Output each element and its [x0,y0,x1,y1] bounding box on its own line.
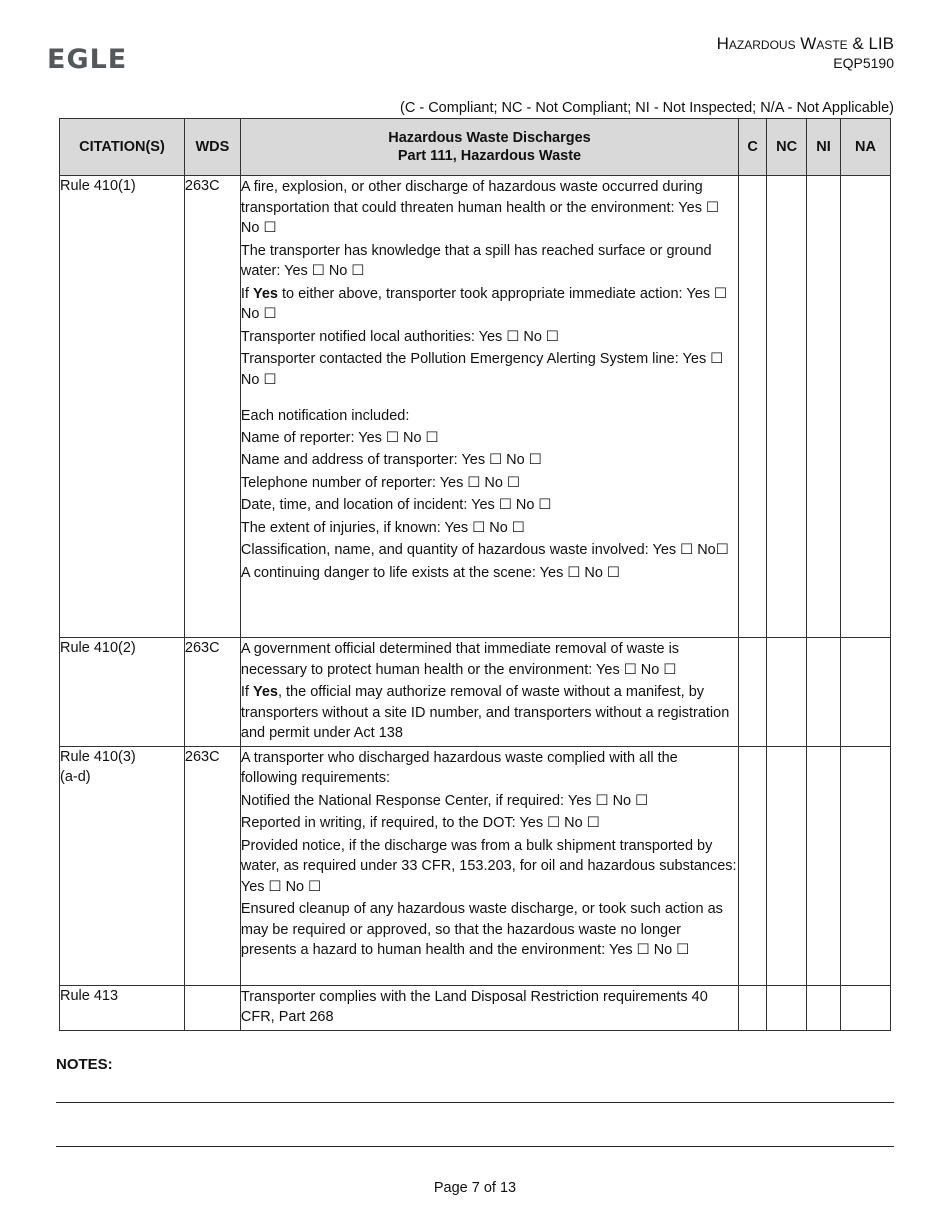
notes-line[interactable] [56,1146,894,1147]
requirement-line: Ensured cleanup of any hazardous waste discharge, or took such action as may be required or approved, so that the hazardous waste no longer presents a hazard to human health and the environment: Yes ☐ No ☐ [240,901,723,958]
header-title: Hazardous Waste & LIB [716,34,894,53]
compliant-checkbox-cell[interactable] [739,746,767,985]
requirement-line: The transporter has knowledge that a spill has reached surface or ground water: Yes ☐ No ☐ [240,242,712,279]
requirement-line: Date, time, and location of incident: Yes ☐ No ☐ [240,497,552,513]
table-row [60,746,891,985]
requirement-line: Notified the National Response Center, if required: Yes ☐ No ☐ [240,792,649,809]
header-ni: NI [807,119,841,176]
wds-cell: 263C [184,746,240,985]
citation-cell: Rule 410(3)(a-d) [60,746,185,985]
notes-label: NOTES: [56,1056,113,1073]
citation-cell: Rule 410(2) [60,638,185,747]
requirement-line: Classification, name, and quantity of hazardous waste involved: Yes ☐ No☐ [240,542,729,558]
inspection-checklist-table [59,118,891,1031]
header-c: C [739,119,767,176]
header-na: NA [841,119,891,176]
table-header-row [60,119,891,176]
wds-cell: 263C [184,638,240,747]
compliant-checkbox-cell[interactable] [739,176,767,638]
section-title-line-1: Hazardous Waste Discharges [388,130,591,146]
document-header [717,34,894,72]
requirement-line: Each notification included: [240,408,410,424]
table-row [60,638,891,747]
requirement-line: Name of reporter: Yes ☐ No ☐ [240,429,439,446]
compliant-checkbox-cell[interactable] [739,638,767,747]
not-applicable-checkbox-cell[interactable] [841,985,891,1030]
requirement-line: Reported in writing, if required, to the DOT: Yes ☐ No ☐ [240,815,600,831]
not-inspected-checkbox-cell[interactable] [807,746,841,985]
egle-logo: EGLE [47,44,128,75]
not-compliant-checkbox-cell[interactable] [767,746,807,985]
requirement-line: Transporter notified local authorities: Yes ☐ No ☐ [240,328,559,345]
requirement-line: If Yes to either above, transporter took appropriate immediate action: Yes ☐ No ☐ [240,285,728,322]
compliant-checkbox-cell[interactable] [739,985,767,1030]
requirement-line: The extent of injuries, if known: Yes ☐ No ☐ [240,519,525,536]
requirement-line: A continuing danger to life exists at the scene: Yes ☐ No ☐ [240,564,620,581]
not-applicable-checkbox-cell[interactable] [841,638,891,747]
table-row [60,985,891,1030]
not-inspected-checkbox-cell[interactable] [807,985,841,1030]
requirement-line: Transporter complies with the Land Disposal Restriction requirements 40 CFR, Part 268 [240,988,708,1025]
requirement-line: A transporter who discharged hazardous waste complied with all the following requirements: [240,749,678,786]
citation-cell: Rule 410(1) [60,176,185,638]
requirement-line: If Yes, the official may authorize removal of waste without a manifest, by transporters without a site ID number, and transporters without a registration and permit under Act 138 [240,684,730,741]
not-inspected-checkbox-cell[interactable] [807,176,841,638]
header-section-title [240,119,738,176]
page-number: Page 7 of 13 [433,1180,517,1196]
form-code: EQP5190 [833,55,894,71]
not-compliant-checkbox-cell[interactable] [767,176,807,638]
wds-cell [184,985,240,1030]
citation-cell: Rule 413 [60,985,185,1030]
not-applicable-checkbox-cell[interactable] [841,176,891,638]
requirement-line: Provided notice, if the discharge was from a bulk shipment transported by water, as required under 33 CFR, 153.203, for oil and hazardous substances: Yes ☐ No ☐ [240,837,737,895]
requirement-line: Telephone number of reporter: Yes ☐ No ☐ [240,474,520,491]
requirement-line: Transporter contacted the Pollution Emergency Alerting System line: Yes ☐ No ☐ [240,351,724,388]
requirement-line: A government official determined that immediate removal of waste is necessary to protect human health or the environment: Yes ☐ No ☐ [240,641,680,678]
section-title-line-2: Part 111, Hazardous Waste [397,148,582,164]
requirement-cell [240,985,738,1030]
not-compliant-checkbox-cell[interactable] [767,638,807,747]
compliance-legend: (C - Compliant; NC - Not Compliant; NI - Not Inspected; N/A - Not Applicable) [400,100,894,116]
not-compliant-checkbox-cell[interactable] [767,985,807,1030]
not-applicable-checkbox-cell[interactable] [841,746,891,985]
wds-cell: 263C [184,176,240,638]
table-row [60,176,891,638]
not-inspected-checkbox-cell[interactable] [807,638,841,747]
header-wds: WDS [184,119,240,176]
requirement-line: A fire, explosion, or other discharge of hazardous waste occurred during transportation that could threaten human health or the environment: Yes ☐ No ☐ [240,179,719,236]
requirement-cell [240,176,738,638]
requirement-cell [240,638,738,747]
header-nc: NC [767,119,807,176]
notes-line[interactable] [56,1102,894,1103]
requirement-line: Name and address of transporter: Yes ☐ No ☐ [240,452,542,468]
requirement-cell [240,746,738,985]
header-citations: CITATION(S) [60,119,185,176]
